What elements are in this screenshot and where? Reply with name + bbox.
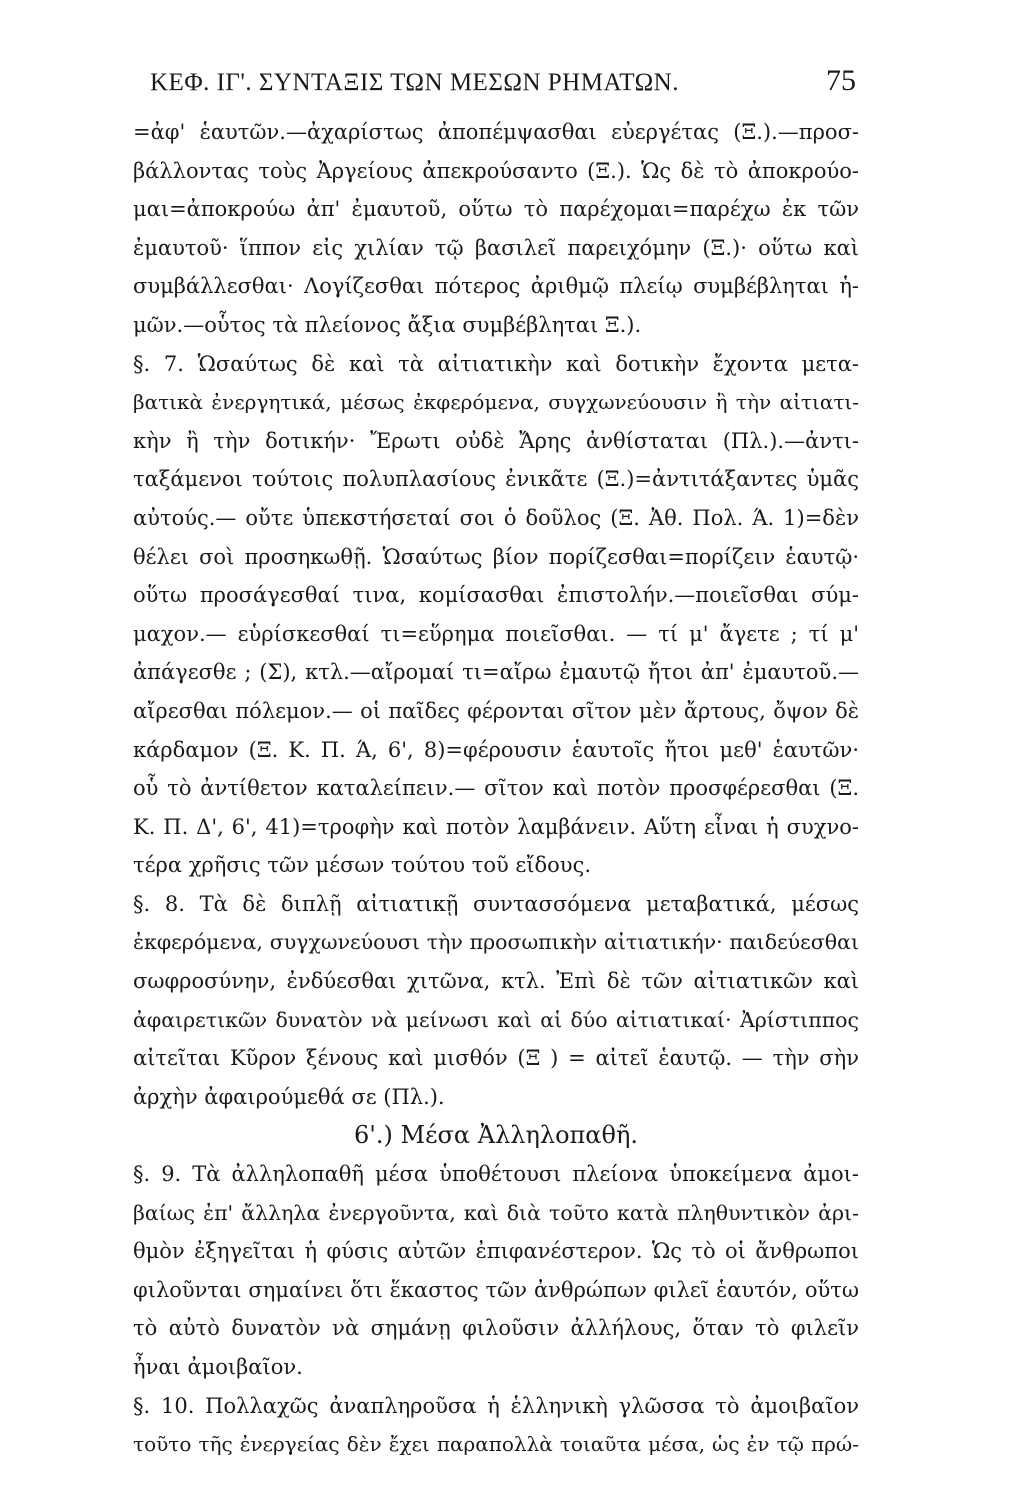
paragraph-7-start: §. 7. Ὡσαύτως δὲ καὶ τὰ αἰτιατικὴν καὶ δοτικὴν ἔχοντα μετα- (133, 351, 859, 376)
paragraph-10-start: §. 10. Πολλαχῶς ἀναπληροῦσα ἡ ἑλληνικὴ γλῶσσα τὸ ἀμοιβαῖον (133, 1393, 859, 1418)
running-title: ΚΕΦ. ΙΓ'. ΣΥΝΤΑΞΙΣ ΤΩΝ ΜΕΣΩΝ ΡΗΜΑΤΩΝ. (150, 69, 679, 96)
paragraph-8-start: §. 8. Τὰ δὲ διπλῇ αἰτιατικῇ συντασσόμενα μεταβατικά, μέσως (133, 891, 859, 916)
text-line: Κ. Π. Δ', 6', 41)=τροφὴν καὶ ποτὸν λαμβάνειν. Αὕτη εἶναι ἡ συχνο- (133, 814, 859, 839)
text-line: ταξάμενοι τούτοις πολυπλασίους ἐνικᾶτε (Ξ.)=ἀντιτάξαντες ὑμᾶς (133, 467, 859, 492)
text-line: κὴν ἢ τὴν δοτικήν· Ἔρωτι οὐδὲ Ἄρης ἀνθίσταται (Πλ.).—ἀντι- (133, 428, 859, 453)
page-header (150, 64, 856, 108)
text-line: μῶν.—οὗτος τὰ πλείονος ἄξια συμβέβληται Ξ.). (133, 312, 642, 337)
text-line: βαίως ἐπ' ἄλληλα ἐνεργοῦντα, καὶ διὰ τοῦτο κατὰ πληθυντικὸν ἀρι- (133, 1200, 859, 1225)
page-body (133, 113, 859, 1464)
text-line: ἀρχὴν ἀφαιρούμεθά σε (Πλ.). (133, 1084, 445, 1109)
text-line: θμὸν ἐξηγεῖται ἡ φύσις αὐτῶν ἐπιφανέστερον. Ὡς τὸ οἱ ἄνθρωποι (133, 1239, 859, 1264)
text-line: αἰτεῖται Κῦρον ξένους καὶ μισθόν (Ξ ) = αἰτεῖ ἑαυτῷ. — τὴν σὴν (133, 1046, 859, 1071)
text-line: μαι=ἀποκρούω ἀπ' ἐμαυτοῦ, οὕτω τὸ παρέχομαι=παρέχω ἐκ τῶν (133, 197, 859, 222)
text-line: ἐκφερόμενα, συγχωνεύουσι τὴν προσωπικὴν αἰτιατικήν· παιδεύεσθαι (133, 930, 859, 955)
text-line: τοῦτο τῆς ἐνεργείας δὲν ἔχει παραπολλὰ τοιαῦτα μέσα, ὡς ἐν τῷ πρώ- (133, 1432, 859, 1457)
page-number: 75 (826, 64, 856, 97)
paragraph-9-start: §. 9. Τὰ ἀλληλοπαθῆ μέσα ὑποθέτουσι πλείονα ὑποκείμενα ἀμοι- (133, 1162, 859, 1187)
text-line: τὸ αὐτὸ δυνατὸν νὰ σημάνῃ φιλοῦσιν ἀλλήλους, ὅταν τὸ φιλεῖν (133, 1316, 859, 1341)
text-line: ἦναι ἀμοιβαῖον. (133, 1355, 303, 1379)
text-line: αὐτούς.— οὔτε ὑπεκστήσεταί σοι ὁ δοῦλος (Ξ. Ἀθ. Πολ. Ά. 1)=δὲν (133, 505, 859, 530)
text-line: τέρα χρῆσις τῶν μέσων τούτου τοῦ εἴδους. (133, 853, 592, 878)
text-line: θέλει σοὶ προσηκωθῇ. Ὡσαύτως βίον πορίζεσθαι=πορίζειν ἑαυτῷ· (133, 544, 859, 569)
text-line: σωφροσύνην, ἐνδύεσθαι χιτῶνα, κτλ. Ἐπὶ δὲ τῶν αἰτιατικῶν καὶ (133, 969, 859, 994)
text-line: συμβάλλεσθαι· Λογίζεσθαι πότερος ἀριθμῷ πλείῳ συμβέβληται ἡ- (133, 274, 859, 299)
text-line: ἀφαιρετικῶν δυνατὸν νὰ μείνωσι καὶ αἱ δύο αἰτιατικαί· Ἀρίστιππος (133, 1007, 859, 1032)
text-line: αἴρεσθαι πόλεμον.— οἱ παῖδες φέρονται σῖτον μὲν ἄρτους, ὄψον δὲ (133, 698, 859, 723)
text-line: βατικὰ ἐνεργητικά, μέσως ἐκφερόμενα, συγχωνεύουσιν ἢ τὴν αἰτιατι- (133, 390, 859, 415)
text-line: ἀπάγεσθε ; (Σ), κτλ.—αἴρομαί τι=αἴρω ἐμαυτῷ ἤτοι ἀπ' ἐμαυτοῦ.— (133, 660, 859, 685)
text-line: μαχον.— εὑρίσκεσθαί τι=εὕρημα ποιεῖσθαι. — τί μ' ἄγετε ; τί μ' (133, 621, 859, 646)
text-line: οὗ τὸ ἀντίθετον καταλείπειν.— σῖτον καὶ ποτὸν προσφέρεσθαι (Ξ. (133, 776, 859, 801)
text-line: κάρδαμον (Ξ. Κ. Π. Ά, 6', 8)=φέρουσιν ἑαυτοῖς ἤτοι μεθ' ἑαυτῶν· (133, 737, 859, 762)
text-line: οὕτω προσάγεσθαί τινα, κομίσασθαι ἐπιστολήν.—ποιεῖσθαι σύμ- (133, 583, 859, 608)
text-line: φιλοῦνται σημαίνει ὅτι ἕκαστος τῶν ἀνθρώπων φιλεῖ ἑαυτόν, οὕτω (133, 1277, 859, 1302)
section-heading: 6'.) Μέσα Ἀλληλοπαθῆ. (354, 1121, 638, 1150)
text-line: βάλλοντας τοὺς Ἀργείους ἀπεκρούσαντο (Ξ.). Ὡς δὲ τὸ ἀποκρούο- (133, 158, 859, 183)
text-line: =ἀφ' ἑαυτῶν.—ἀχαρίστως ἀποπέμψασθαι εὐεργέτας (Ξ.).—προσ- (133, 120, 859, 144)
text-line: ἐμαυτοῦ· ἵππον εἰς χιλίαν τῷ βασιλεῖ παρειχόμην (Ξ.)· οὕτω καὶ (133, 235, 859, 260)
